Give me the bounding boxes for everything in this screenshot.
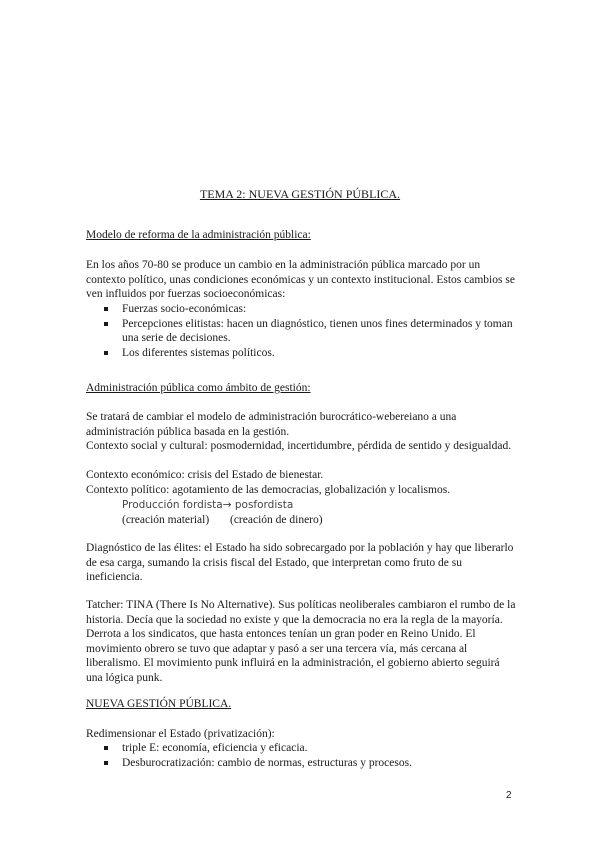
paragraph-social-context: Contexto social y cultural: posmodernidad, incertidumbre, pérdida de sentido y desigualdad. xyxy=(86,440,512,452)
section-intro-paragraph: En los años 70-80 se produce un cambio en la administración pública marcado por un contexto político, unas condiciones económicas y un contexto institucional. Estos cambios se ven influidos por fuerzas socioeconómicas: xyxy=(86,259,515,300)
list-item: triple E: economía, eficiencia y eficacia. xyxy=(86,741,516,756)
material-creation-label: (creación material) xyxy=(122,514,210,526)
list-item: Los diferentes sistemas políticos. xyxy=(86,346,516,361)
page-number: 2 xyxy=(506,790,512,801)
document-title: TEMA 2: NUEVA GESTIÓN PÚBLICA. xyxy=(199,187,401,201)
paragraph-resize-state: Redimensionar el Estado (privatización): xyxy=(86,728,275,740)
paragraph-model-change: Se tratará de cambiar el modelo de administración burocrático-webereiano a una administración pública basada en la gestión. xyxy=(86,411,457,438)
section-heading-reform-model: Modelo de reforma de la administración pública: xyxy=(86,229,311,241)
production-fordist-label: Producción fordista→ posfordista xyxy=(122,499,294,511)
section-heading-new-public-management: NUEVA GESTIÓN PÚBLICA. xyxy=(86,698,232,710)
bullet-list-npm xyxy=(86,741,516,770)
list-item: Desburocratización: cambio de normas, estructuras y procesos. xyxy=(86,756,516,771)
bullet-list-forces xyxy=(86,302,516,360)
section-heading-management-scope: Administración pública como ámbito de gestión: xyxy=(86,382,311,394)
money-creation-label: (creación de dinero) xyxy=(230,514,323,526)
paragraph-thatcher: Tatcher: TINA (There Is No Alternative). Sus políticas neoliberales cambiaron el rumbo de la historia. Decía que la sociedad no existe y que la democracia no era la regla de la mayoría. Derrota a los sindicatos, que hasta entonces tenían un gran poder en Reino Unido. El movimiento obrero se tuvo que adaptar y pasó a ser una tercera vía, más cercana al liberalismo. El movimiento punk influirá en la administración, el gobierno abierto seguirá una lógica punk. xyxy=(86,599,516,684)
paragraph-political-context: Contexto político: agotamiento de las democracias, globalización y localismos. xyxy=(86,484,451,496)
paragraph-economic-context: Contexto económico: crisis del Estado de bienestar. xyxy=(86,469,324,481)
list-item: Fuerzas socio-económicas: xyxy=(86,302,516,317)
paragraph-elites-diagnosis: Diagnóstico de las élites: el Estado ha sido sobrecargado por la población y hay que liberarlo de esa carga, sumando la crisis fiscal del Estado, que interpretan como fruto de su ineficiencia. xyxy=(86,542,514,583)
list-item: Percepciones elitistas: hacen un diagnóstico, tienen unos fines determinados y toman una serie de decisiones. xyxy=(86,317,516,346)
